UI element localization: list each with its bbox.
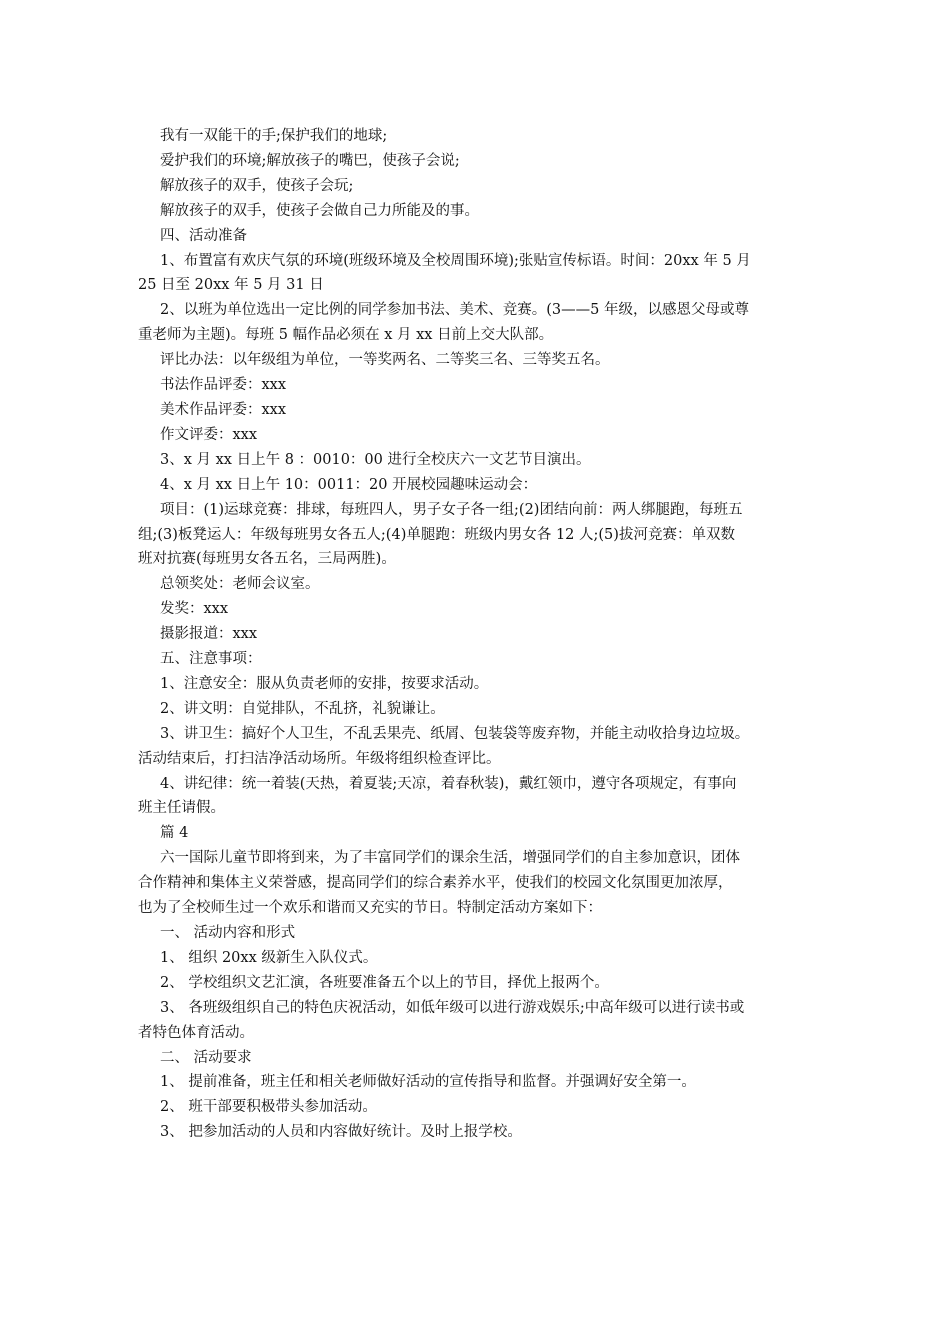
text-line: 3、x 月 xx 日上午 8 ：0010：00 进行全校庆六一文艺节目演出。 bbox=[160, 451, 591, 468]
text-line: 作文评委：xxx bbox=[160, 426, 258, 443]
text-line: 一、 活动内容和形式 bbox=[160, 925, 296, 941]
text-line: 3、讲卫生：搞好个人卫生，不乱丢果壳、纸屑、包装袋等废弃物，并能主动收拾身边垃圾。 bbox=[160, 725, 750, 742]
text-line: 1、 提前准备，班主任和相关老师做好活动的宣传指导和监督。并强调好安全第一。 bbox=[160, 1074, 696, 1091]
text-line: 2、 学校组织文艺汇演，各班要准备五个以上的节目，择优上报两个。 bbox=[160, 974, 609, 991]
text-line: 项目：(1)运球竞赛：排球，每班四人，男子女子各一组;(2)团结向前：两人绑腿跑，每班五 bbox=[160, 501, 743, 518]
text-line: 25 日至 20xx 年 5 月 31 日 bbox=[138, 277, 324, 294]
text-line: 二、 活动要求 bbox=[160, 1049, 252, 1066]
text-line: 2、以班为单位选出一定比例的同学参加书法、美术、竞赛。(3——5 年级，以感恩父母或尊 bbox=[160, 302, 749, 319]
text-line: 六一国际儿童节即将到来，为了丰富同学们的课余生活，增强同学们的自主参加意识，团体 bbox=[160, 850, 740, 867]
text-line: 四、活动准备 bbox=[160, 227, 247, 244]
text-line: 爱护我们的环境;解放孩子的嘴巴，使孩子会说; bbox=[160, 152, 460, 169]
text-line: 重老师为主题)。每班 5 幅作品必须在 x 月 xx 日前上交大队部。 bbox=[138, 327, 554, 344]
text-line: 书法作品评委：xxx bbox=[160, 377, 287, 394]
text-line: 2、讲文明：自觉排队，不乱挤，礼貌谦让。 bbox=[160, 700, 445, 717]
text-line: 总领奖处：老师会议室。 bbox=[160, 576, 320, 593]
text-line: 组;(3)板凳运人：年级每班男女各五人;(4)单腿跑：班级内男女各 12 人;(5)拔河竞赛：单双数 bbox=[138, 526, 735, 543]
text-line: 发奖：xxx bbox=[160, 601, 229, 618]
text-line: 3、 各班级组织自己的特色庆祝活动，如低年级可以进行游戏娱乐;中高年级可以进行读书或 bbox=[160, 999, 745, 1016]
text-line: 评比办法：以年级组为单位，一等奖两名、二等奖三名、三等奖五名。 bbox=[160, 352, 610, 369]
text-line: 4、讲纪律：统一着装(天热，着夏装;天凉，着春秋装)，戴红领巾，遵守各项规定，有事向 bbox=[160, 775, 737, 792]
text-line: 摄影报道：xxx bbox=[160, 626, 258, 643]
text-line: 解放孩子的双手，使孩子会做自己力所能及的事。 bbox=[160, 202, 479, 219]
text-line: 班主任请假。 bbox=[138, 800, 225, 817]
text-line: 活动结束后，打扫洁净活动场所。年级将组织检查评比。 bbox=[138, 750, 501, 767]
text-line: 合作精神和集体主义荣誉感，提高同学们的综合素养水平，使我们的校园文化氛围更加浓厚， bbox=[138, 875, 733, 892]
text-line: 4、x 月 xx 日上午 10：0011：20 开展校园趣味运动会： bbox=[160, 476, 538, 493]
text-line: 1、注意安全：服从负责老师的安排，按要求活动。 bbox=[160, 675, 489, 692]
text-line: 1、布置富有欢庆气氛的环境(班级环境及全校周围环境);张贴宣传标语。时间：20xx 年 5 月 bbox=[160, 252, 751, 269]
text-line: 我有一双能干的手;保护我们的地球; bbox=[160, 128, 388, 144]
text-line: 解放孩子的双手，使孩子会玩; bbox=[160, 177, 354, 194]
text-line: 3、 把参加活动的人员和内容做好统计。及时上报学校。 bbox=[160, 1124, 522, 1141]
text-line: 也为了全校师生过一个欢乐和谐而又充实的节日。特制定活动方案如下： bbox=[138, 900, 602, 917]
text-line: 者特色体育活动。 bbox=[138, 1024, 254, 1041]
text-line: 2、 班干部要积极带头参加活动。 bbox=[160, 1099, 377, 1116]
text-line: 篇 4 bbox=[160, 825, 189, 842]
document-body bbox=[138, 124, 810, 1145]
text-line: 五、注意事项： bbox=[160, 651, 262, 668]
text-line: 班对抗赛(每班男女各五名，三局两胜)。 bbox=[138, 551, 396, 568]
text-line: 美术作品评委：xxx bbox=[160, 401, 287, 418]
text-line: 1、 组织 20xx 级新生入队仪式。 bbox=[160, 949, 378, 966]
